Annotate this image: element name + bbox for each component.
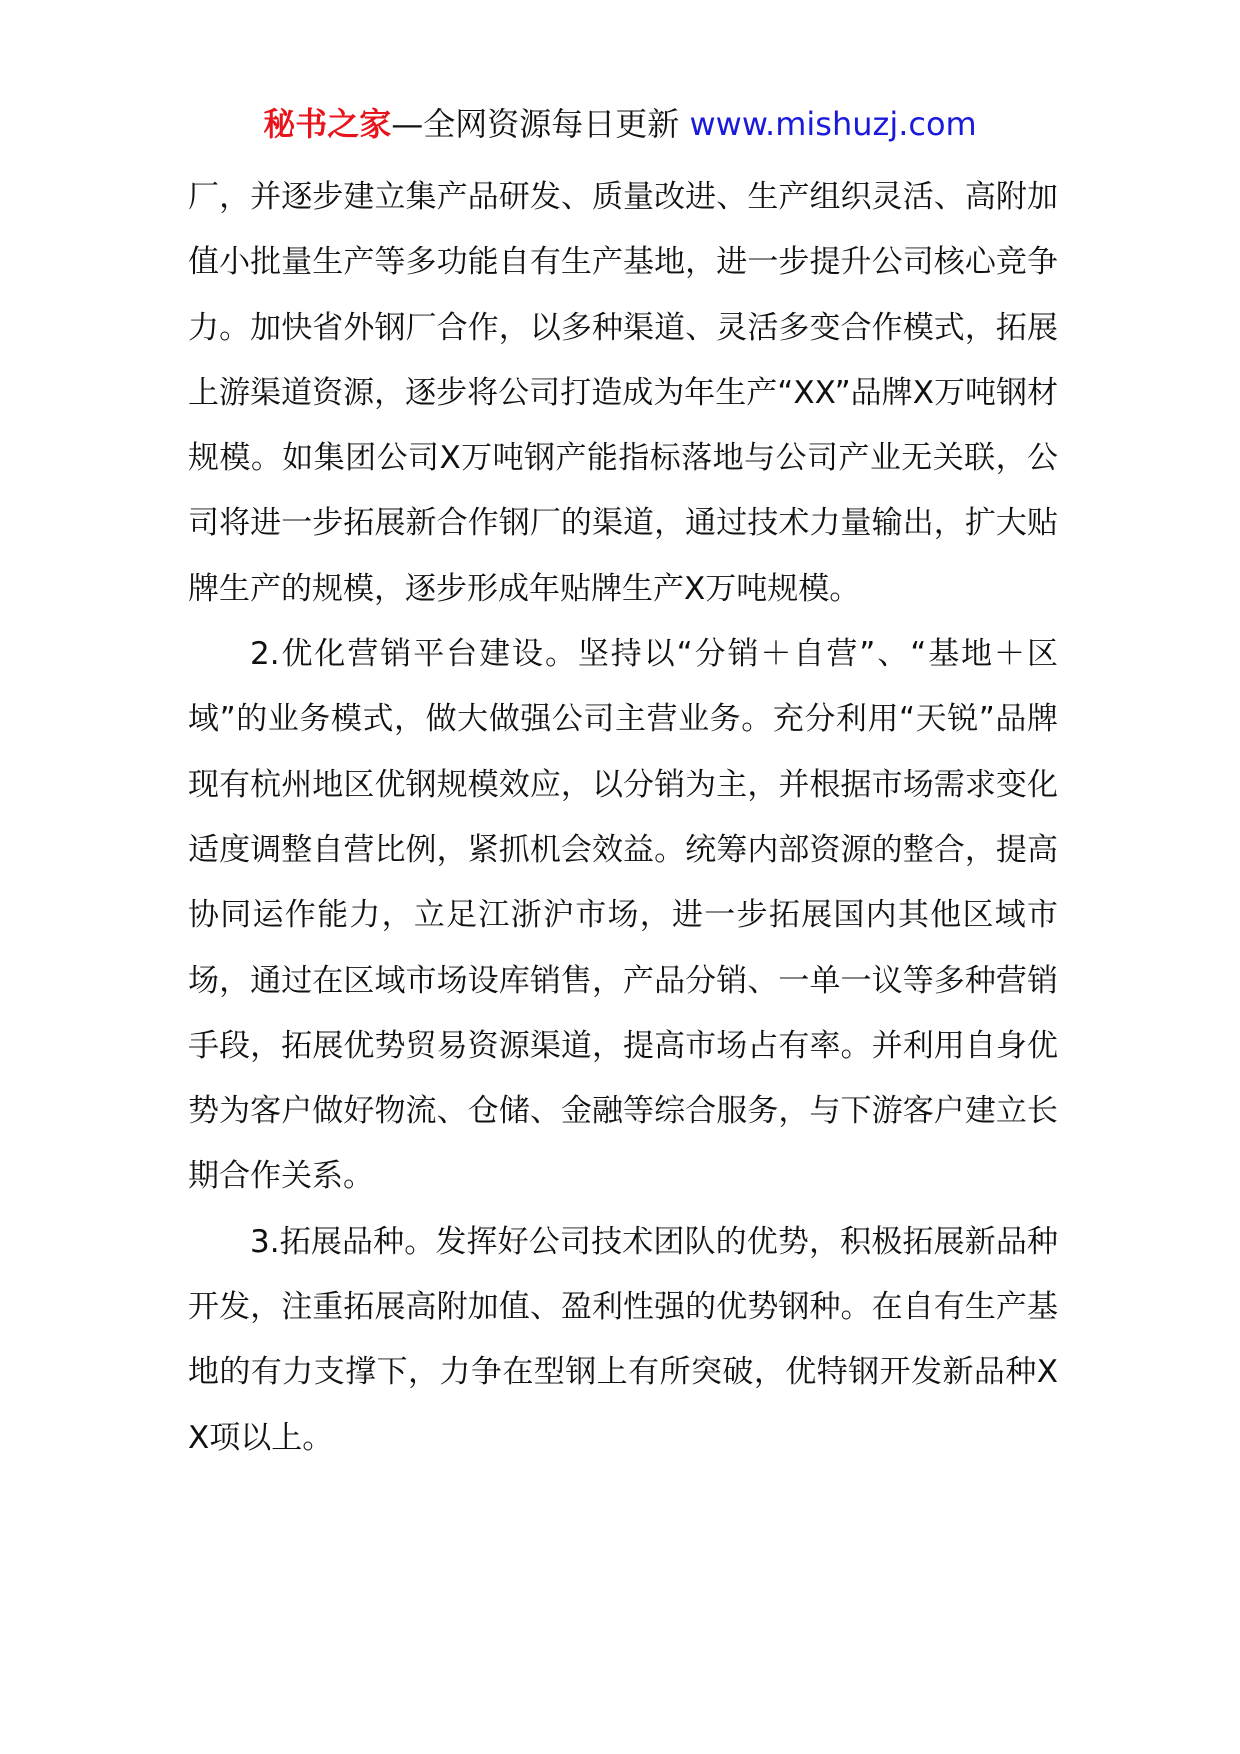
site-url-link[interactable]: www.mishuzj.com (689, 105, 977, 143)
paragraph-product-varieties: 3.拓展品种。发挥好公司技术团队的优势，积极拓展新品种开发，注重拓展高附加值、盈利性强的优势钢种。在自有生产基地的有力支撑下，力争在型钢上有所突破，优特钢开发新品种XX项以上。 (188, 1223, 1058, 1456)
brand-name: 秘书之家 (263, 105, 392, 143)
document-body (188, 165, 1058, 1471)
paragraph-continuation: 厂，并逐步建立集产品研发、质量改进、生产组织灵活、高附加值小批量生产等多功能自有生产基地，进一步提升公司核心竞争力。加快省外钢厂合作，以多种渠道、灵活多变合作模式，拓展上游渠道资源，逐步将公司打造成为年生产“XX”品牌X万吨钢材规模。如集团公司X万吨钢产能指标落地与公司产业无关联，公司将进一步拓展新合作钢厂的渠道，通过技术力量输出，扩大贴牌生产的规模，逐步形成年贴牌生产X万吨规模。 (188, 179, 1058, 607)
watermark-header (0, 100, 1240, 148)
paragraph-marketing-platform: 2.优化营销平台建设。坚持以“分销＋自营”、“基地＋区域”的业务模式，做大做强公司主营业务。充分利用“天锐”品牌现有杭州地区优钢规模效应，以分销为主，并根据市场需求变化适度调整自营比例，紧抓机会效益。统筹内部资源的整合，提高协同运作能力，立足江浙沪市场，进一步拓展国内其他区域市场，通过在区域市场设库销售，产品分销、一单一议等多种营销手段，拓展优势贸易资源渠道，提高市场占有率。并利用自身优势为客户做好物流、仓储、金融等综合服务，与下游客户建立长期合作关系。 (188, 636, 1058, 1195)
header-tagline: —全网资源每日更新 (391, 105, 680, 143)
